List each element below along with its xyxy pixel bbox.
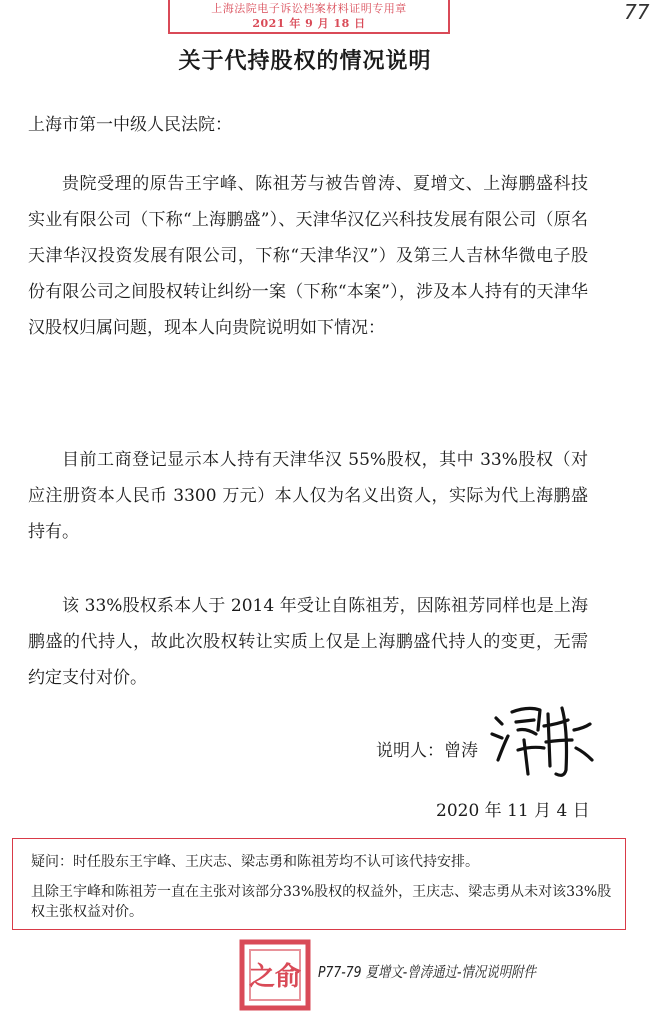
court-certification-stamp <box>168 0 450 34</box>
handwritten-note-text: P77-79 夏增文-曾涛通过-情况说明附件 <box>318 963 538 981</box>
paragraph-shareholding: 目前工商登记显示本人持有天津华汉 55%股权，其中 33%股权（对应注册资本人民币 3300 万元）本人仅为名义出资人，实际为代上海鹏盛持有。 <box>28 450 588 542</box>
paragraph-case-background: 贵院受理的原告王宇峰、陈祖芳与被告曾涛、夏增文、上海鹏盛科技实业有限公司（下称“上海鹏盛”）、天津华汉亿兴科技发展有限公司（原名天津华汉投资发展有限公司，下称“天津华汉”）及第三人吉林华微电子股份有限公司之间股权转让纠纷一案（下称“本案”），涉及本人持有的天津华汉股权归属问题，现本人向贵院说明如下情况： <box>28 174 588 338</box>
seal-stamp-icon <box>238 938 312 1012</box>
stamp-date: 2021 年 9 月 18 日 <box>252 17 366 30</box>
stamp-text: 上海法院电子诉讼档案材料证明专用章 <box>211 2 407 15</box>
handwritten-signature-icon <box>488 700 598 782</box>
document-date: 2020 年 11 月 4 日 <box>436 801 590 821</box>
addressee: 上海市第一中级人民法院： <box>28 115 232 135</box>
handwritten-note <box>318 950 538 990</box>
seal-text: 之俞 <box>248 962 302 992</box>
signer-label: 说明人：曾涛 <box>376 741 478 761</box>
page-number: 77 <box>624 0 650 24</box>
query-annotation-box <box>12 838 626 930</box>
query-line-2: 且除王宇峰和陈祖芳一直在主张对该部分33%股权的权益外，王庆志、梁志勇从未对该33%股权主张权益对价。 <box>31 884 612 920</box>
query-line-1: 疑问：时任股东王宇峰、王庆志、梁志勇和陈祖芳均不认可该代持安排。 <box>31 854 479 870</box>
page-title: 关于代持股权的情况说明 <box>178 49 432 74</box>
paragraph-transfer: 该 33%股权系本人于 2014 年受让自陈祖芳，因陈祖芳同样也是上海鹏盛的代持人，故此次股权转让实质上仅是上海鹏盛代持人的变更，无需约定支付对价。 <box>28 596 588 688</box>
